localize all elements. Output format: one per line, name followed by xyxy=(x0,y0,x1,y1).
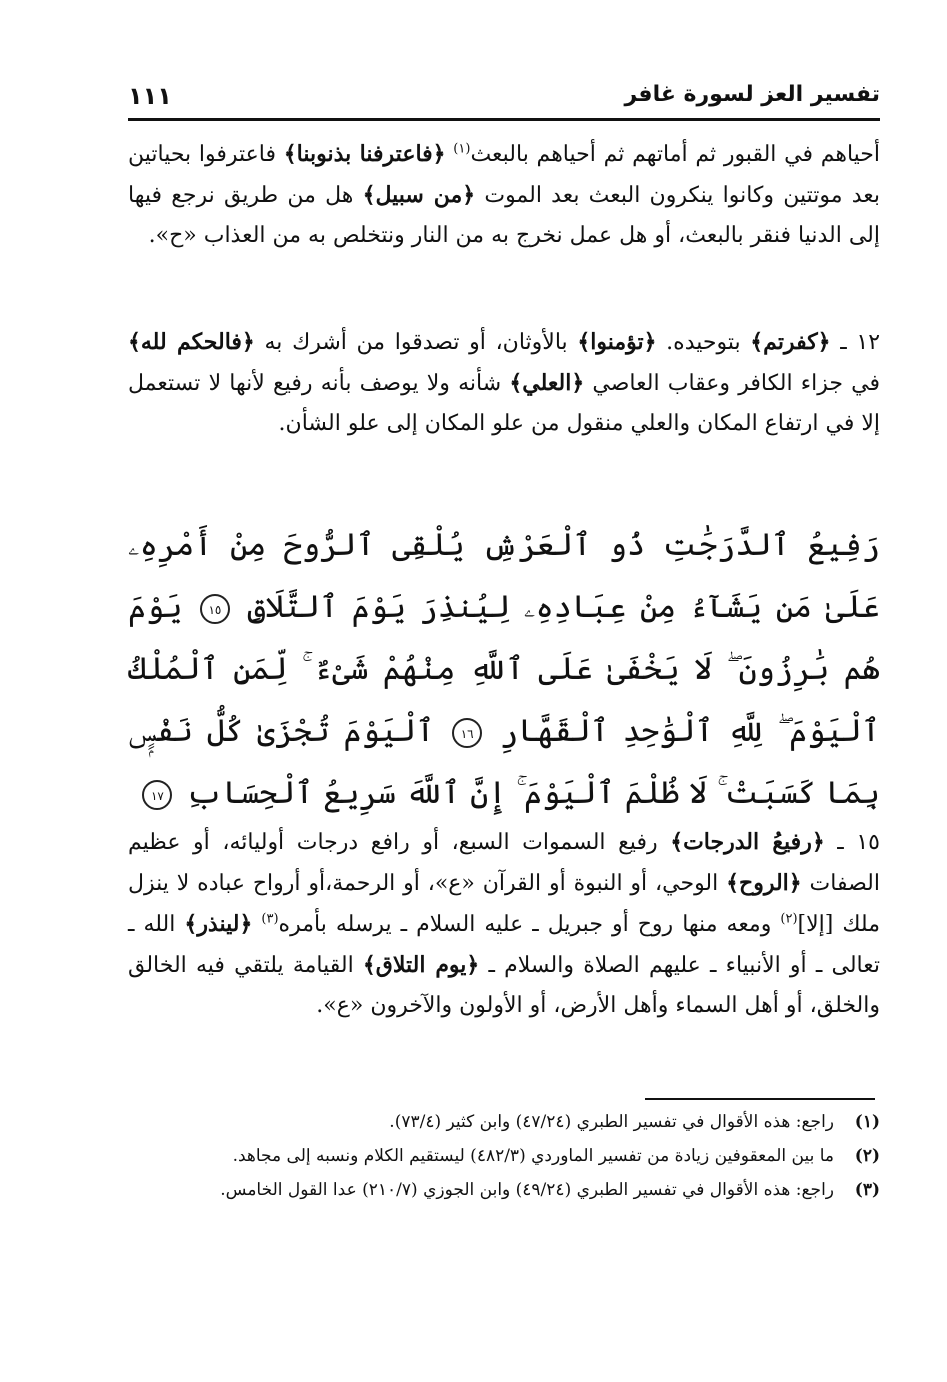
page-header xyxy=(128,72,880,124)
ayah-number-marker: ١٥ xyxy=(200,594,230,624)
header-rule xyxy=(128,118,880,121)
text-run: أحياهم في القبور ثم أماتهم ثم أحياهم بالبعث xyxy=(470,142,881,167)
footnote-text: ما بين المعقوفين زيادة من تفسير الماوردي (٤٨٢/٣) ليستقيم الكلام ونسبه إلى مجاهد. xyxy=(232,1146,834,1166)
commentary-paragraph-3 xyxy=(128,822,880,1026)
quoted-phrase: ﴿العلي﴾ xyxy=(509,370,585,396)
quoted-phrase: ﴿يوم التلاق﴾ xyxy=(362,952,480,978)
footnote-text: راجع: هذه الأقوال في تفسير الطبري (٤٩/٢٤) وابن الجوزي (٢١٠/٧) عدا القول الخامس. xyxy=(220,1180,834,1200)
quran-verses-block xyxy=(128,514,880,824)
running-title: تفسير العز لسورة غافر xyxy=(624,82,880,107)
text-run: الوحي، أو النبوة أو القرآن «ع»، أو الرحمة،أو أرواح عباده لا ينزل ملك [إلا] xyxy=(128,871,881,937)
text-run: بتوحيده. xyxy=(656,330,751,355)
text-run: ومعه منها روح أو جبريل ـ عليه السلام ـ يرسله بأمره xyxy=(278,912,781,937)
footnote-3 xyxy=(128,1174,880,1206)
verse-number: ١٢ ـ xyxy=(830,330,881,355)
text-run: القيامة يلتقي فيه الخالق والخلق، أو أهل السماء وأهل الأرض، أو الأولون والآخرون «ع». xyxy=(128,953,880,1018)
ayah-number-marker: ١٧ xyxy=(142,780,172,810)
text-run: بالأوثان، أو تصدقوا من أشرك به xyxy=(254,330,578,355)
quoted-phrase: ﴿فالحكم لله﴾ xyxy=(128,329,255,355)
footnote-ref-2: (٢) xyxy=(780,911,798,927)
quoted-phrase: ﴿كفرتم﴾ xyxy=(750,329,831,355)
commentary-paragraph-1 xyxy=(128,134,880,256)
text-run: شأنه ولا يوصف بأنه رفيع لأنها لا تستعمل إلا في ارتفاع المكان والعلي منقول من علو المكان إلى علو الشأن. xyxy=(128,371,880,436)
text-run: الله ـ تعالى ـ أو الأنبياء ـ عليهم الصلاة والسلام ـ xyxy=(128,912,880,978)
page-number: ١١١ xyxy=(128,82,172,110)
footnote-1 xyxy=(128,1106,880,1138)
verse-15-text: رَفِيعُ ٱلدَّرَجَٰتِ ذُو ٱلْعَرْشِ يُلْقِى ٱلرُّوحَ مِنْ أَمْرِهِۦ عَلَىٰ مَن يَشَآءُ مِنْ عِبَادِهِۦ لِيُنذِرَ يَوْمَ ٱلتَّلَاقِ xyxy=(128,527,880,625)
text-run: في جزاء الكافر وعقاب العاصي xyxy=(584,371,880,396)
quoted-phrase: ﴿تؤمنوا﴾ xyxy=(577,329,657,355)
footnote-number: (١) xyxy=(854,1112,880,1132)
quoted-phrase: ﴿لينذر﴾ xyxy=(184,911,253,937)
text-run: فاعترفوا بحياتين بعد موتتين وكانوا ينكرون البعث بعد الموت xyxy=(128,142,881,208)
quoted-phrase: ﴿رفيعُ الدرجات﴾ xyxy=(670,829,825,855)
footnote-ref-3: (٣) xyxy=(261,911,279,927)
verse-17-text: ٱلْيَوْمَ تُجْزَىٰ كُلُّ نَفْسٍۭ بِمَا كَسَبَتْ ۚ لَا ظُلْمَ ٱلْيَوْمَ ۚ إِنَّ ٱللَّهَ سَرِيعُ ٱلْحِسَابِ xyxy=(128,713,880,811)
footnote-number: (٢) xyxy=(854,1146,880,1166)
text-run: هل من طريق نرجع فيها إلى الدنيا فنقر بالبعث، أو هل عمل نخرج به من النار ونتخلص به من العذاب «ح». xyxy=(128,183,880,248)
text-run: رفيع السموات السبع، أو رافع درجات أوليائه، أو عظيم الصفات xyxy=(128,830,880,896)
footnotes-section xyxy=(128,1106,880,1208)
footnote-text: راجع: هذه الأقوال في تفسير الطبري (٤٧/٢٤) وابن كثير (٧٣/٤). xyxy=(389,1112,834,1132)
quoted-phrase: ﴿فاعترفنا بذنوبنا﴾ xyxy=(283,141,446,167)
commentary-paragraph-2 xyxy=(128,322,880,444)
footnote-ref-1: (١) xyxy=(453,141,471,157)
footnote-number: (٣) xyxy=(854,1180,880,1200)
quoted-phrase: ﴿من سبيل﴾ xyxy=(362,182,476,208)
footnote-2 xyxy=(128,1140,880,1172)
verse-16-text: يَوْمَ هُم بَٰرِزُونَ ۖ لَا يَخْفَىٰ عَلَى ٱللَّهِ مِنْهُمْ شَىْءٌ ۚ لِّمَنِ ٱلْمُلْكُ ٱلْيَوْمَ ۖ لِلَّهِ ٱلْوَٰحِدِ ٱلْقَهَّارِ xyxy=(128,589,880,749)
footnote-separator xyxy=(645,1098,875,1100)
verse-number: ١٥ ـ xyxy=(824,830,880,855)
quoted-phrase: ﴿الروح﴾ xyxy=(726,870,802,896)
ayah-number-marker: ١٦ xyxy=(452,718,482,748)
